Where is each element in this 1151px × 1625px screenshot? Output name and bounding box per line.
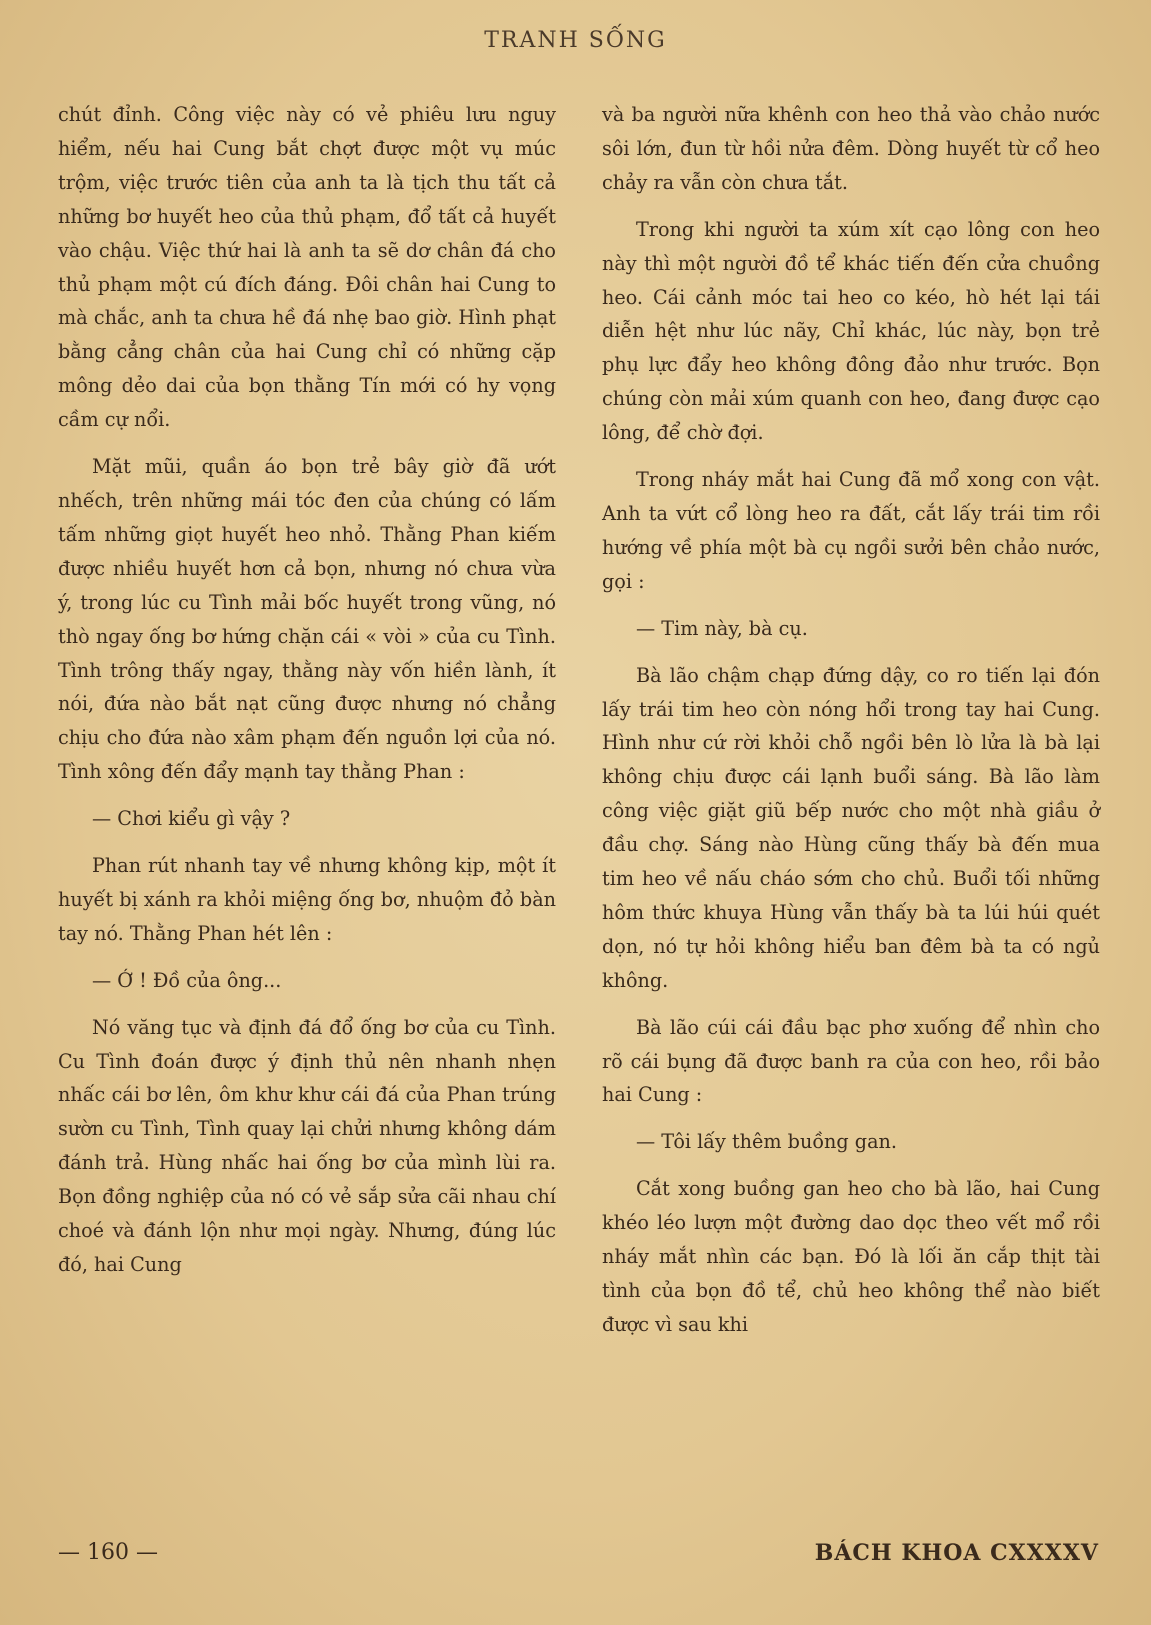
paragraph: Phan rút nhanh tay về nhưng không kịp, một ít huyết bị xánh ra khỏi miệng ống bơ, nhuộm đỏ bàn tay nó. Thằng Phan hét lên : — [58, 854, 556, 945]
dialogue-line: — Tôi lấy thêm buồng gan. — [636, 1130, 897, 1154]
paragraph: Bà lão chậm chạp đứng dậy, co ro tiến lại đón lấy trái tim heo còn nóng hổi trong tay hai Cung. Hình như cứ rời khỏi chỗ ngồi bên lò lửa là bà lại không chịu được cái lạnh buổi sáng. Bà lão làm công việc giặt giũ bếp nước cho một nhà giầu ở đầu chợ. Sáng nào Hùng cũng thấy bà đến mua tim heo về nấu cháo sớm cho chủ. Buổi tối những hôm thức khuya Hùng vẫn thấy bà ta lúi húi quét dọn, nó tự hỏi không hiểu ban đêm bà ta có ngủ không. — [602, 663, 1100, 992]
paragraph: Nó văng tục và định đá đổ ống bơ của cu Tình. Cu Tình đoán được ý định thủ nên nhanh nhẹn nhấc cái bơ lên, ôm khư khư cái đá của Phan trúng sườn cu Tình, Tình quay lại chửi nhưng không dám đánh trả. Hùng nhấc hai ống bơ của mình lùi ra. Bọn đồng nghiệp của nó có vẻ sắp sửa cãi nhau chí choé và đánh lộn như mọi ngày. Nhưng, đúng lúc đó, hai Cung — [58, 1015, 556, 1276]
journal-issue: BÁCH KHOA CXXXXV — [814, 1540, 1099, 1566]
paragraph: chút đỉnh. Công việc này có vẻ phiêu lưu nguy hiểm, nếu hai Cung bắt chợt được một vụ múc trộm, việc trước tiên của anh ta là tịch thu tất cả những bơ huyết heo của thủ phạm, đổ tất cả huyết vào chậu. Việc thứ hai là anh ta sẽ dơ chân đá cho thủ phạm một cú đích đáng. Đôi chân hai Cung to mà chắc, anh ta chưa hề đá nhẹ bao giờ. Hình phạt bằng cẳng chân của hai Cung chỉ có những cặp mông dẻo dai của bọn thằng Tín mới có hy vọng cầm cự nổi. — [58, 103, 556, 432]
left-column — [58, 98, 556, 1282]
dialogue-line: — Tim này, bà cụ. — [636, 616, 808, 640]
right-column — [602, 98, 1100, 1342]
paragraph: và ba người nữa khênh con heo thả vào chảo nước sôi lớn, đun từ hồi nửa đêm. Dòng huyết từ cổ heo chảy ra vẫn còn chưa tắt. — [602, 103, 1100, 194]
page-number: — 160 — — [58, 1540, 158, 1565]
paragraph: Trong khi người ta xúm xít cạo lông con heo này thì một người đồ tể khác tiến đến cửa chuồng heo. Cái cảnh móc tai heo co kéo, hò hét lại tái diễn hệt như lúc nãy, Chỉ khác, lúc này, bọn trẻ phụ lực đẩy heo không đông đảo như trước. Bọn chúng còn mải xúm quanh con heo, đang được cạo lông, để chờ đợi. — [602, 217, 1100, 445]
paragraph: Trong nháy mắt hai Cung đã mổ xong con vật. Anh ta vứt cổ lòng heo ra đất, cắt lấy trái tim rồi hướng về phía một bà cụ ngồi sưởi bên chảo nước, gọi : — [602, 468, 1100, 593]
paragraph: Mặt mũi, quần áo bọn trẻ bây giờ đã ướt nhếch, trên những mái tóc đen của chúng có lấm tấm những giọt huyết heo nhỏ. Thằng Phan kiếm được nhiều huyết hơn cả bọn, nhưng nó chưa vừa ý, trong lúc cu Tình mải bốc huyết trong vũng, nó thò ngay ống bơ hứng chặn cái « vòi » của cu Tình. Tình trông thấy ngay, thằng này vốn hiền lành, ít nói, đứa nào bắt nạt cũng được nhưng nó chẳng chịu cho đứa nào xâm phạm đến nguồn lợi của nó. Tình xông đến đẩy mạnh tay thằng Phan : — [58, 455, 556, 784]
dialogue-line: — Ớ ! Đồ của ông... — [92, 968, 282, 992]
paragraph: Cắt xong buồng gan heo cho bà lão, hai Cung khéo léo lượn một đường dao dọc theo vết mổ rồi nháy mắt nhìn các bạn. Đó là lối ăn cắp thịt tài tình của bọn đồ tể, chủ heo không thể nào biết được vì sau khi — [602, 1177, 1100, 1336]
running-header: TRANH SỐNG — [484, 28, 667, 53]
paragraph: Bà lão cúi cái đầu bạc phơ xuống để nhìn cho rõ cái bụng đã được banh ra của con heo, rồi bảo hai Cung : — [602, 1015, 1100, 1107]
dialogue-line: — Chơi kiểu gì vậy ? — [92, 807, 291, 831]
